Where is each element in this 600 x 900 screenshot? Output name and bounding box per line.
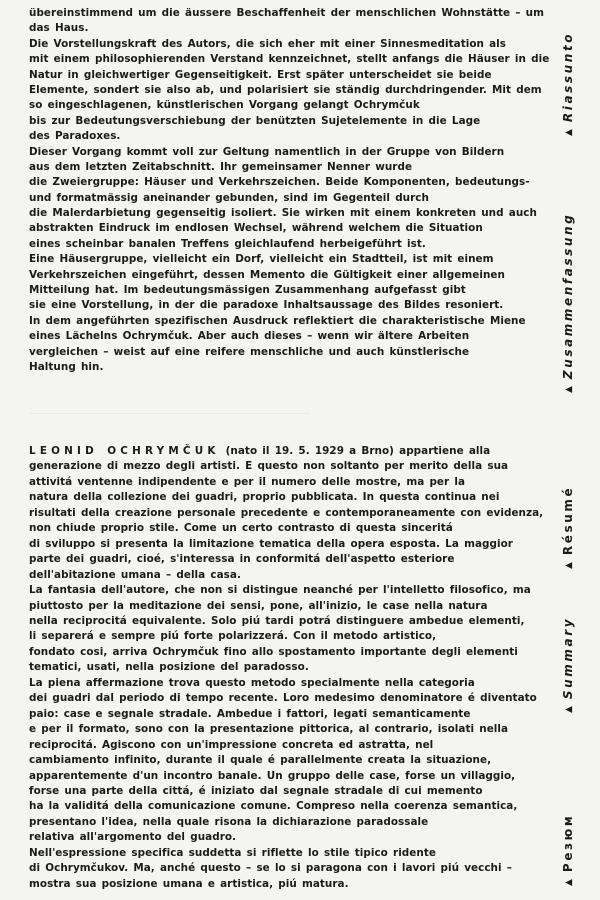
text-line: die Malerdarbietung gegenseitig isoliert. Sie wirken mit einem konkreten und auch: [29, 207, 537, 220]
text-line: non chiude proprio stile. Come un certo contrasto di questa sinceritá: [29, 522, 453, 535]
side-label-zusammenfassung: ▲Zusammenfassung: [561, 212, 575, 393]
text-line: relativa all'argomento del guadro.: [29, 831, 237, 844]
text-line: La piena affermazione trova questo metodo specialmente nella categoria: [29, 676, 475, 689]
text-line: abstrakten Eindruck im endlosen Wechsel, während welchem die Situation: [29, 222, 483, 235]
side-label-riassunto: ▲Riassunto: [561, 31, 575, 136]
text-line: piuttosto per la meditazione dei sensi, pone, all'inizio, le case nella natura: [29, 599, 488, 612]
text-line: ha la validitá della comunicazione comune. Compreso nella coerenza semantica,: [29, 800, 518, 813]
text-line: übereinstimmend um die äussere Beschaffenheit der menschlichen Wohnstätte – um: [29, 7, 544, 19]
german-summary-text: [29, 6, 550, 375]
text-line: vergleichen – weist auf eine reifere menschliche und auch künstlerische: [29, 345, 470, 358]
text-line: presentano l'idea, nella quale risona la dichiarazione paradossale: [29, 815, 429, 828]
text-line: eines Lächelns Ochrymčuk. Aber auch dieses – wenn wir ältere Arbeiten: [29, 330, 470, 343]
text-line: natura della collezione dei guadri, proprio pubblicata. In questa continua nei: [29, 491, 500, 504]
text-line: di sviluppo si presenta la limitazione tematica della opera esposta. La maggior: [29, 537, 513, 550]
text-line: sie eine Vorstellung, in der die paradoxe Inhaltsaussage des Bildes resoniert.: [29, 299, 504, 312]
text-line: di Ochrymčukov. Ma, anché questo – se lo si paragona con i lavori piú vecchi –: [29, 862, 513, 875]
artist-name: LEONID OCHRYMČUK: [29, 445, 220, 457]
artist-intro: (nato il 19. 5. 1929 a Brno) appartiene alla: [225, 445, 491, 457]
triangle-marker-icon: ▲: [564, 706, 574, 713]
text-line: Dieser Vorgang kommt voll zur Geltung namentlich in der Gruppe von Bildern: [29, 145, 505, 158]
text-line: das Haus.: [29, 22, 89, 35]
text-line: Eine Häusergruppe, vielleicht ein Dorf, vielleicht ein Stadtteil, ist mit einem: [29, 253, 494, 266]
triangle-marker-icon: ▲: [564, 879, 574, 886]
triangle-marker-icon: ▲: [564, 129, 574, 136]
text-line: paio: case e segnale stradale. Ambedue i fattori, legati semanticamente: [29, 707, 471, 720]
text-line: cambiamento infinito, durante il quale é parallelmente creata la situazione,: [29, 754, 492, 767]
text-line-first: [29, 444, 491, 459]
text-line: eines scheinbar banalen Treffens gleichlaufend herbeigeführt ist.: [29, 237, 426, 250]
side-label-summary: ▲Summary: [561, 616, 575, 713]
text-line: parte dei guadri, cioé, s'interessa in conformitá dell'aspetto esteriore: [29, 553, 455, 566]
text-line: In dem angeführten spezifischen Ausdruck reflektiert die charakteristische Miene: [29, 314, 526, 327]
side-label-resume: ▲Résumé: [561, 485, 575, 569]
text-line: li separerá e sempre piú forte polarizzerá. Con il metodo artistico,: [29, 630, 437, 643]
text-line: Natur in gleichwertiger Gegenseitigkeit. Erst später unterscheidet sie beide: [29, 68, 492, 81]
text-line: nella reciprocitá equivalente. Solo piú tardi potrá distinguere ambedue elementi,: [29, 614, 525, 627]
italian-summary-text: [29, 444, 544, 892]
text-line: mit einem philosophierenden Verstand kennzeichnet, stellt anfangs die Häuser in die: [29, 53, 550, 66]
text-line: e per il formato, sono con la presentazione pittorica, al contrario, isolati nella: [29, 723, 509, 736]
text-line: so eingeschlagenen, künstlerischen Vorgang gelangt Ochrymčuk: [29, 99, 420, 112]
side-label-rezyum: ▲Резюм: [561, 813, 575, 886]
text-line: Verkehrszeichen eingeführt, dessen Memento die Gültigkeit einer allgemeinen: [29, 268, 505, 281]
text-line: mostra sua posizione umana e artistica, piú matura.: [29, 877, 349, 890]
text-line: La fantasia dell'autore, che non si distingue neanché per l'intelletto filosofico, ma: [29, 584, 531, 597]
paper-fold-line: [30, 413, 310, 414]
text-line: bis zur Bedeutungsverschiebung der benützten Sujetelemente in die Lage: [29, 114, 481, 127]
text-line: fondato cosi, arriva Ochrymčuk fino allo spostamento importante degli elementi: [29, 645, 518, 658]
text-line: apparentemente d'un incontro banale. Un gruppo delle case, forse un villaggio,: [29, 769, 516, 782]
triangle-marker-icon: ▲: [564, 562, 574, 569]
text-line: Haltung hin.: [29, 360, 104, 373]
text-line: Die Vorstellungskraft des Autors, die sich eher mit einer Sinnesmeditation als: [29, 37, 507, 50]
text-line: forse una parte della cittá, é iniziato dal segnale stradale di cui memento: [29, 784, 483, 797]
text-line: risultati della creazione personale precedente e contemporaneamente con evidenza,: [29, 506, 544, 519]
text-line: Mitteilung hat. Im bedeutungsmässigen Zusammenhang aufgefasst gibt: [29, 284, 466, 297]
triangle-marker-icon: ▲: [564, 386, 574, 393]
text-line: und formatmässig aneinander gebunden, sind im Gegenteil durch: [29, 191, 429, 204]
text-line: generazione di mezzo degli artisti. E questo non soltanto per merito della sua: [29, 460, 509, 473]
text-line: dei guadri dal periodo di tempo recente. Loro medesimo denominatore é diventato: [29, 692, 537, 705]
text-line: attivitá ventenne indipendente e per il numero delle mostre, ma per la: [29, 475, 466, 488]
text-line: des Paradoxes.: [29, 130, 121, 143]
text-line: dell'abitazione umana – della casa.: [29, 568, 241, 581]
text-line: aus dem letzten Zeitabschnitt. Ihr gemeinsamer Nenner wurde: [29, 160, 413, 173]
text-line: Nell'espressione specifica suddetta si riflette lo stile tipico ridente: [29, 846, 436, 859]
text-line: Elemente, sondert sie also ab, und polarisiert sie ständig durchdringender. Mit dem: [29, 83, 542, 96]
text-line: die Zweiergruppe: Häuser und Verkehrszeichen. Beide Komponenten, bedeutungs-: [29, 176, 530, 189]
text-line: tematici, usati, nella posizione del paradosso.: [29, 661, 309, 674]
text-line: reciprocitá. Agiscono con un'impressione concreta ed astratta, nel: [29, 738, 434, 751]
